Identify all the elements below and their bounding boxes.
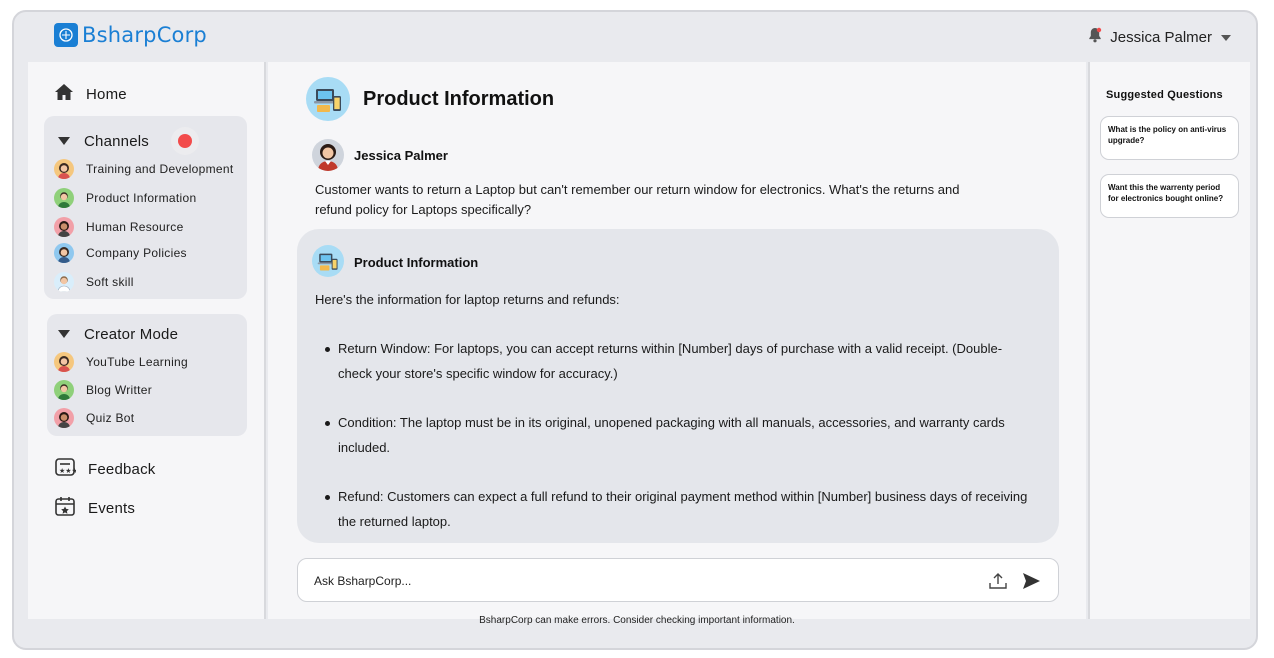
woman-avatar-icon — [312, 139, 344, 171]
message-author: Jessica Palmer — [354, 148, 448, 163]
channel-item-training[interactable] — [54, 159, 234, 179]
user-name: Jessica Palmer — [1110, 29, 1212, 46]
message-author: Product Information — [354, 255, 479, 270]
creator-item-youtube-learning[interactable] — [54, 352, 188, 372]
user-message-text: Customer wants to return a Laptop but can't remember our return window for electronics. What's the returns and refund policy for Laptops specifically? — [315, 182, 960, 217]
creator-item-label: Quiz Bot — [86, 411, 135, 425]
suggested-panel — [1088, 62, 1250, 619]
triangle-down-icon — [58, 132, 70, 150]
channel-item-human-resource[interactable] — [54, 217, 184, 237]
creator-mode-group — [47, 314, 247, 436]
channels-title: Channels — [84, 132, 149, 150]
channels-group — [44, 116, 247, 299]
channel-item-soft-skill[interactable] — [54, 272, 134, 292]
app-window — [12, 10, 1258, 650]
brand-logo[interactable] — [54, 23, 207, 47]
devices-icon — [317, 250, 339, 272]
user-menu[interactable] — [1088, 27, 1232, 48]
suggested-title: Suggested Questions — [1106, 89, 1223, 101]
page-title: Product Information — [363, 88, 555, 110]
sidebar-item-label: Feedback — [88, 461, 156, 478]
send-icon[interactable] — [1021, 571, 1041, 591]
creator-item-label: YouTube Learning — [86, 355, 188, 369]
man-avatar-icon — [54, 380, 74, 400]
channel-item-label: Soft skill — [86, 275, 134, 289]
channel-item-label: Human Resource — [86, 220, 184, 234]
channels-toggle[interactable] — [58, 127, 199, 155]
sidebar-item-feedback[interactable] — [54, 456, 155, 483]
sidebar-item-label: Home — [86, 86, 127, 103]
creator-mode-toggle[interactable] — [58, 325, 178, 343]
woman-avatar-icon — [54, 352, 74, 372]
bot-message — [297, 229, 1059, 543]
sidebar-item-home[interactable] — [54, 82, 127, 107]
home-icon — [54, 82, 74, 107]
bot-bullet-list — [315, 336, 1035, 558]
woman-avatar-icon — [54, 243, 74, 263]
devices-icon — [313, 84, 343, 114]
channel-item-label: Product Information — [86, 191, 197, 205]
disclaimer-text: BsharpCorp can make errors. Consider checking important information. — [479, 615, 795, 626]
channel-item-product-information[interactable] — [54, 188, 196, 208]
chat-input[interactable] — [314, 571, 954, 591]
sidebar-item-events[interactable] — [54, 495, 135, 522]
bot-intro-text: Here's the information for laptop returns and refunds: — [315, 292, 620, 307]
triangle-down-icon — [58, 325, 70, 343]
channel-item-company-policies[interactable] — [54, 243, 187, 263]
calendar-icon — [54, 495, 76, 522]
woman-avatar-icon — [54, 159, 74, 179]
chat-composer — [297, 558, 1059, 602]
suggested-question[interactable]: Want this the warrenty period for electronics bought online? — [1100, 174, 1239, 218]
logo-icon — [54, 23, 78, 47]
channel-item-label: Training and Development — [86, 162, 234, 176]
sidebar-item-label: Events — [88, 500, 136, 517]
svg-text:★★★: ★★★ — [59, 467, 76, 475]
sidebar — [28, 62, 266, 619]
creator-item-label: Blog Writter — [86, 383, 153, 397]
bullet-item: Return Window: For laptops, you can accept returns within [Number] days of purchase with a valid receipt. (Double-check your store's specific window for accuracy.) — [315, 336, 1035, 386]
woman-avatar-icon — [54, 217, 74, 237]
channel-item-label: Company Policies — [86, 246, 187, 260]
record-icon[interactable] — [171, 127, 199, 155]
creator-item-blog-writter[interactable] — [54, 380, 152, 400]
chat-main — [268, 62, 1086, 619]
brand-name: BsharpCorp — [82, 23, 207, 47]
creator-mode-title: Creator Mode — [84, 325, 179, 343]
bullet-item: Refund: Customers can expect a full refund to their original payment method within [Number] business days of receiving the returned laptop. — [315, 484, 1035, 534]
user-avatar — [312, 139, 344, 171]
man-avatar-icon — [54, 188, 74, 208]
upload-icon[interactable] — [988, 571, 1008, 591]
product-info-avatar — [312, 245, 344, 277]
suggested-question[interactable]: What is the policy on anti-virus upgrade? — [1100, 116, 1239, 160]
doctor-avatar-icon — [54, 272, 74, 292]
caret-down-icon[interactable] — [1220, 29, 1232, 47]
creator-item-quiz-bot[interactable] — [54, 408, 134, 428]
bullet-item: Condition: The laptop must be in its original, unopened packaging with all manuals, accessories, and warranty cards included. — [315, 410, 1035, 460]
bell-icon[interactable] — [1088, 27, 1102, 48]
product-info-avatar — [306, 77, 350, 121]
woman-avatar-icon — [54, 408, 74, 428]
feedback-icon — [54, 456, 76, 483]
